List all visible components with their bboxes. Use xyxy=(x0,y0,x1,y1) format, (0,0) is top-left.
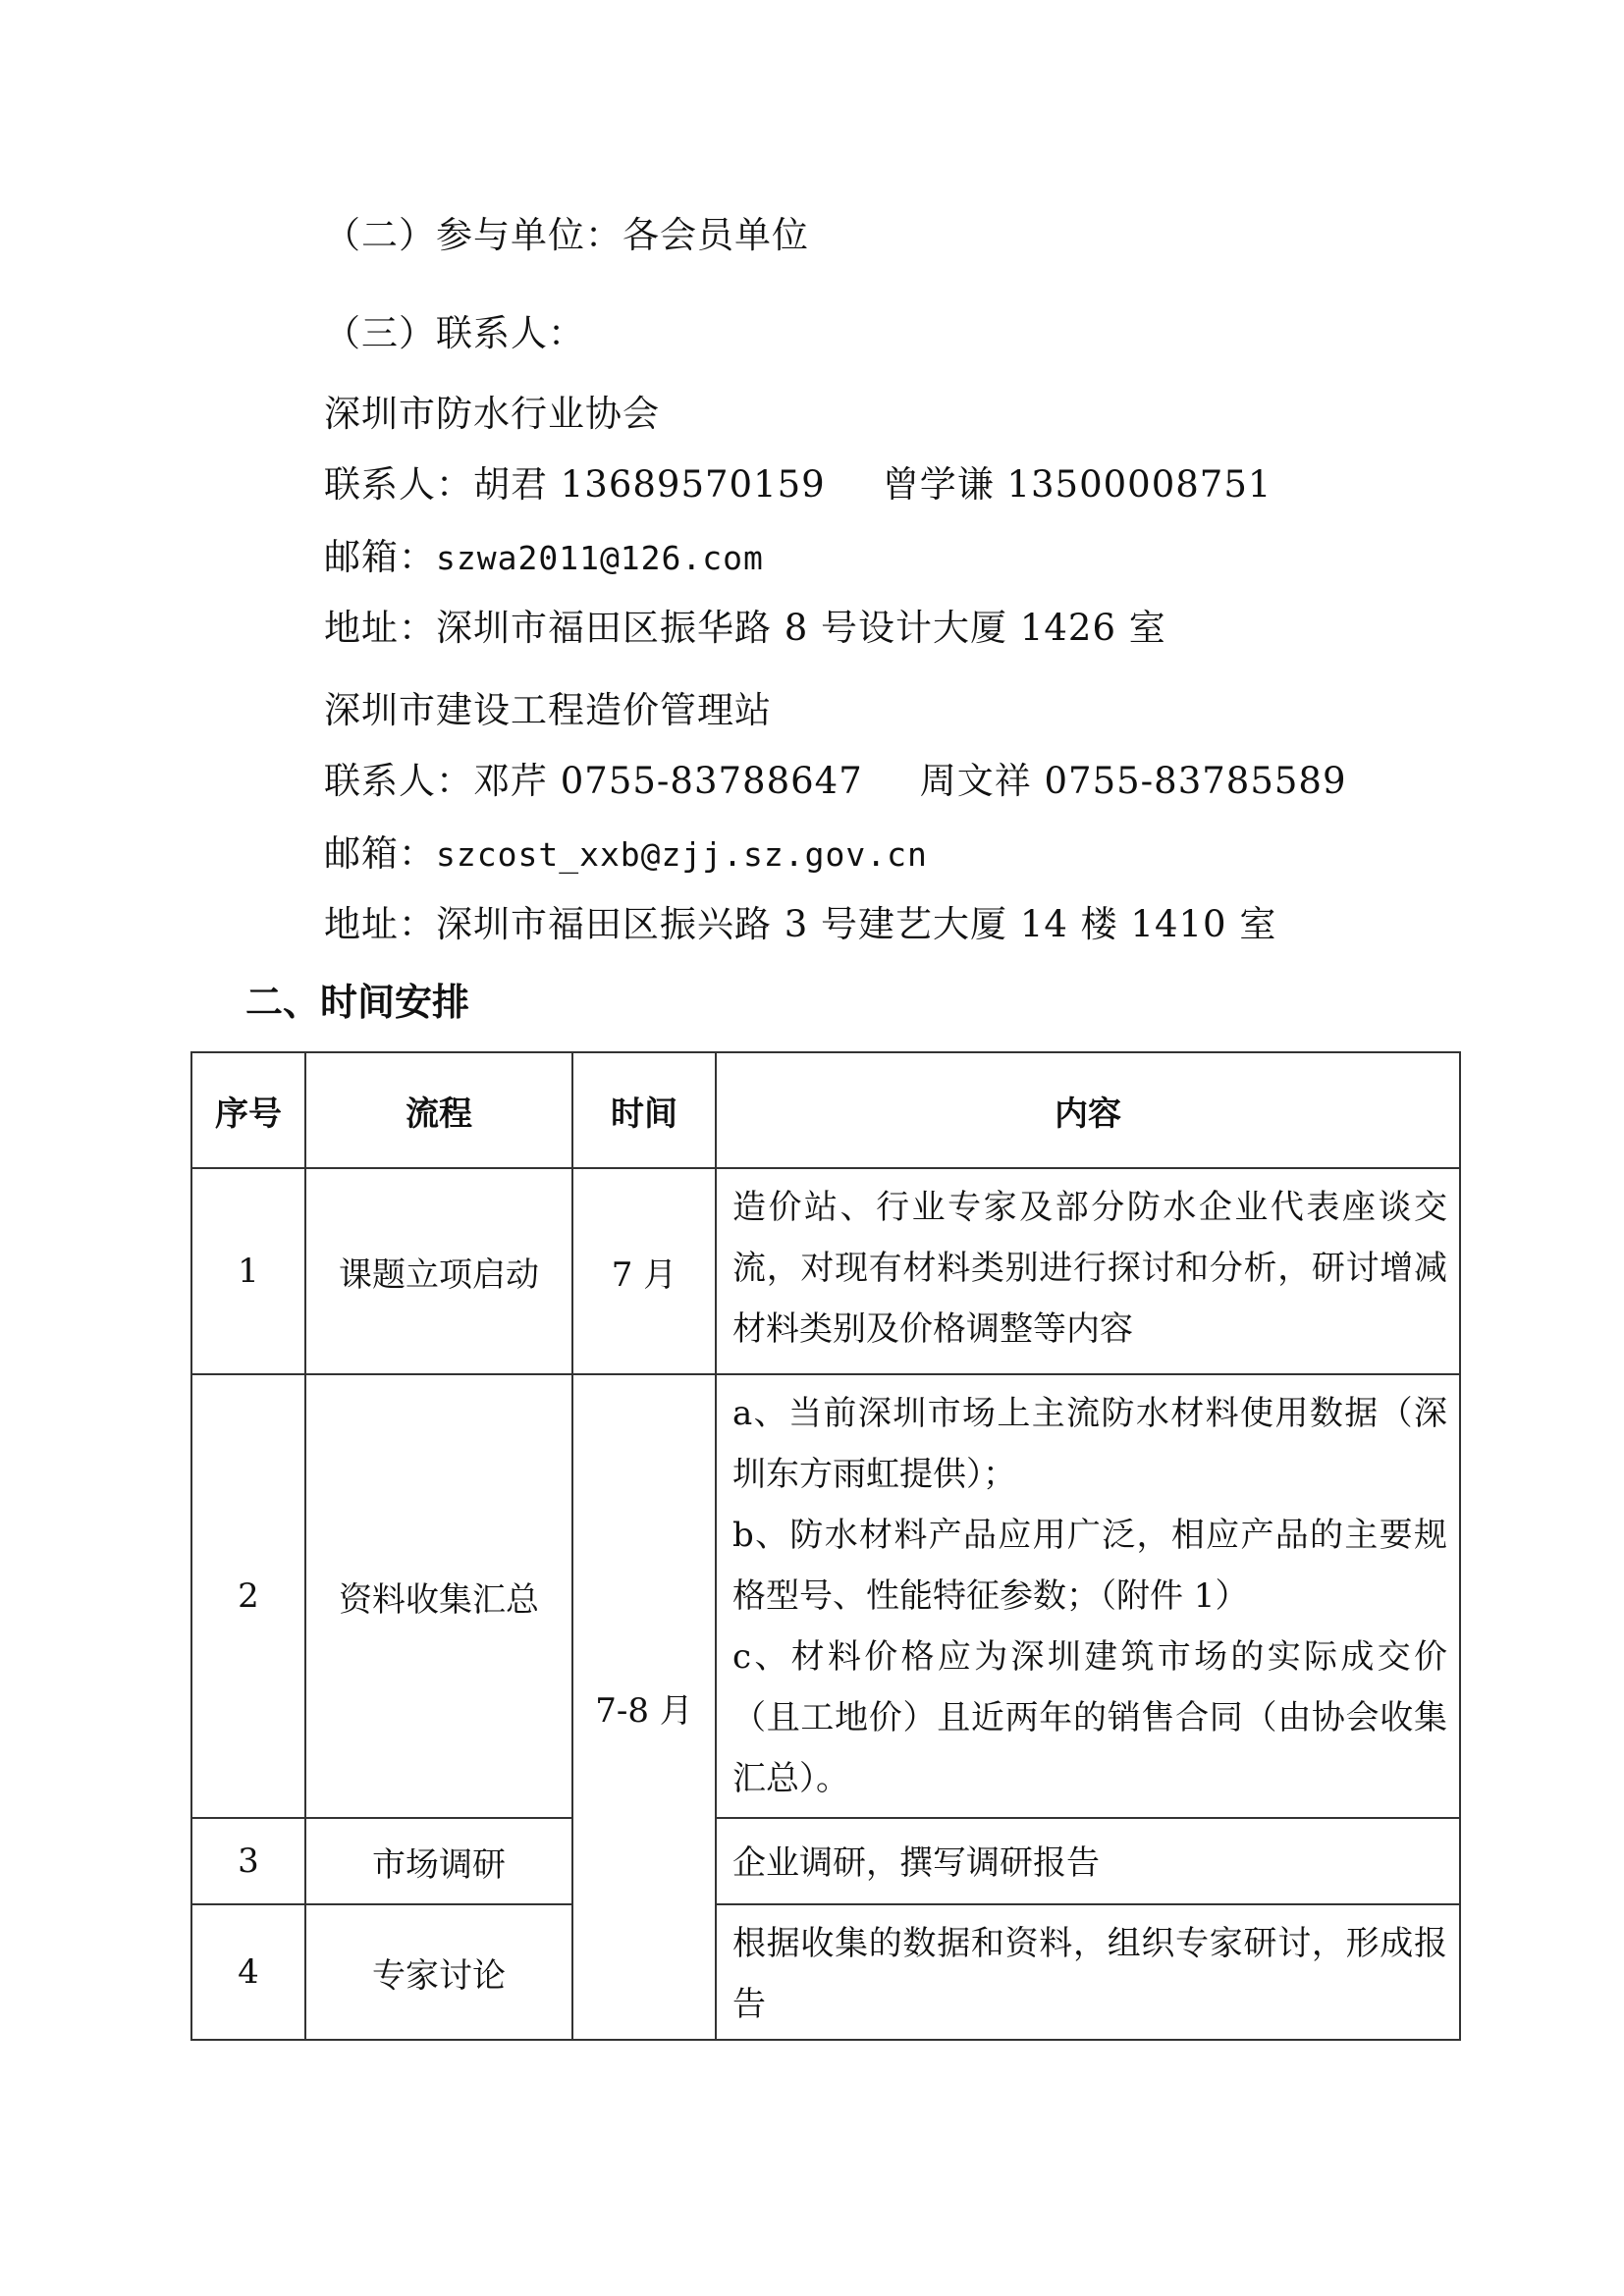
row-no: 4 xyxy=(191,1904,305,2040)
row-process: 专家讨论 xyxy=(305,1904,572,2040)
content-paragraph: 企业调研，撰写调研报告 xyxy=(732,1843,1100,1883)
content-item-b: b、防水材料产品应用广泛，相应产品的主要规格型号、性能特征参数；（附件 1） xyxy=(732,1516,1447,1616)
section-heading: 二、时间安排 xyxy=(245,981,470,1024)
org2-contact-line xyxy=(324,758,1347,805)
row-content xyxy=(716,1168,1460,1374)
header-no: 序号 xyxy=(191,1052,305,1168)
content-item-a: a、当前深圳市场上主流防水材料使用数据（深圳东方雨虹提供）； xyxy=(732,1394,1447,1494)
org2-name: 深圳市建设工程造价管理站 xyxy=(324,689,772,731)
table-header-row xyxy=(191,1052,1460,1168)
table-row xyxy=(191,1374,1460,1818)
row-no: 2 xyxy=(191,1374,305,1818)
org2-contact-2: 周文祥 0755-83785589 xyxy=(919,760,1347,802)
row-time-merged: 7-8 月 xyxy=(572,1374,716,2040)
org2-email-line xyxy=(324,830,928,879)
row-no: 3 xyxy=(191,1818,305,1904)
row-process: 资料收集汇总 xyxy=(305,1374,572,1818)
header-process: 流程 xyxy=(305,1052,572,1168)
row-time: 7 月 xyxy=(572,1168,716,1374)
org2-contact-prefix: 联系人： xyxy=(324,760,473,802)
org1-name: 深圳市防水行业协会 xyxy=(324,393,660,435)
contacts-label: （三）联系人： xyxy=(324,312,585,354)
org2-address: 地址：深圳市福田区振兴路 3 号建艺大厦 14 楼 1410 室 xyxy=(324,903,1277,945)
table-row xyxy=(191,1818,1460,1904)
table-row xyxy=(191,1168,1460,1374)
org2-email[interactable]: szcost_xxb@zjj.sz.gov.cn xyxy=(436,835,928,874)
org2-contact-1: 邓芹 0755-83788647 xyxy=(473,760,863,802)
row-no: 1 xyxy=(191,1168,305,1374)
row-process: 课题立项启动 xyxy=(305,1168,572,1374)
content-item-c: c、材料价格应为深圳建筑市场的实际成交价（且工地价）且近两年的销售合同（由协会收集汇总）。 xyxy=(732,1637,1447,1798)
org1-contact-prefix: 联系人： xyxy=(324,463,473,506)
header-time: 时间 xyxy=(572,1052,716,1168)
content-paragraph: 根据收集的数据和资料，组织专家研讨，形成报告 xyxy=(732,1924,1447,2024)
org1-contact-line xyxy=(324,461,1272,508)
row-content xyxy=(716,1818,1460,1904)
org1-address: 地址：深圳市福田区振华路 8 号设计大厦 1426 室 xyxy=(324,607,1166,649)
row-content xyxy=(716,1374,1460,1818)
row-content xyxy=(716,1904,1460,2040)
table-row xyxy=(191,1904,1460,2040)
org1-contact-2: 曾学谦 13500008751 xyxy=(882,463,1272,506)
org1-email-line xyxy=(324,534,764,582)
org1-contact-1: 胡君 13689570159 xyxy=(473,463,826,506)
org1-email-label: 邮箱： xyxy=(324,536,436,578)
org2-email-label: 邮箱： xyxy=(324,832,436,875)
schedule-table xyxy=(190,1051,1461,2041)
row-process: 市场调研 xyxy=(305,1818,572,1904)
content-paragraph: 造价站、行业专家及部分防水企业代表座谈交流，对现有材料类别进行探讨和分析，研讨增减材料类别及价格调整等内容 xyxy=(732,1188,1447,1349)
header-content: 内容 xyxy=(716,1052,1460,1168)
org1-email[interactable]: szwa2011@126.com xyxy=(436,539,764,577)
participants-line: （二）参与单位：各会员单位 xyxy=(324,214,809,256)
